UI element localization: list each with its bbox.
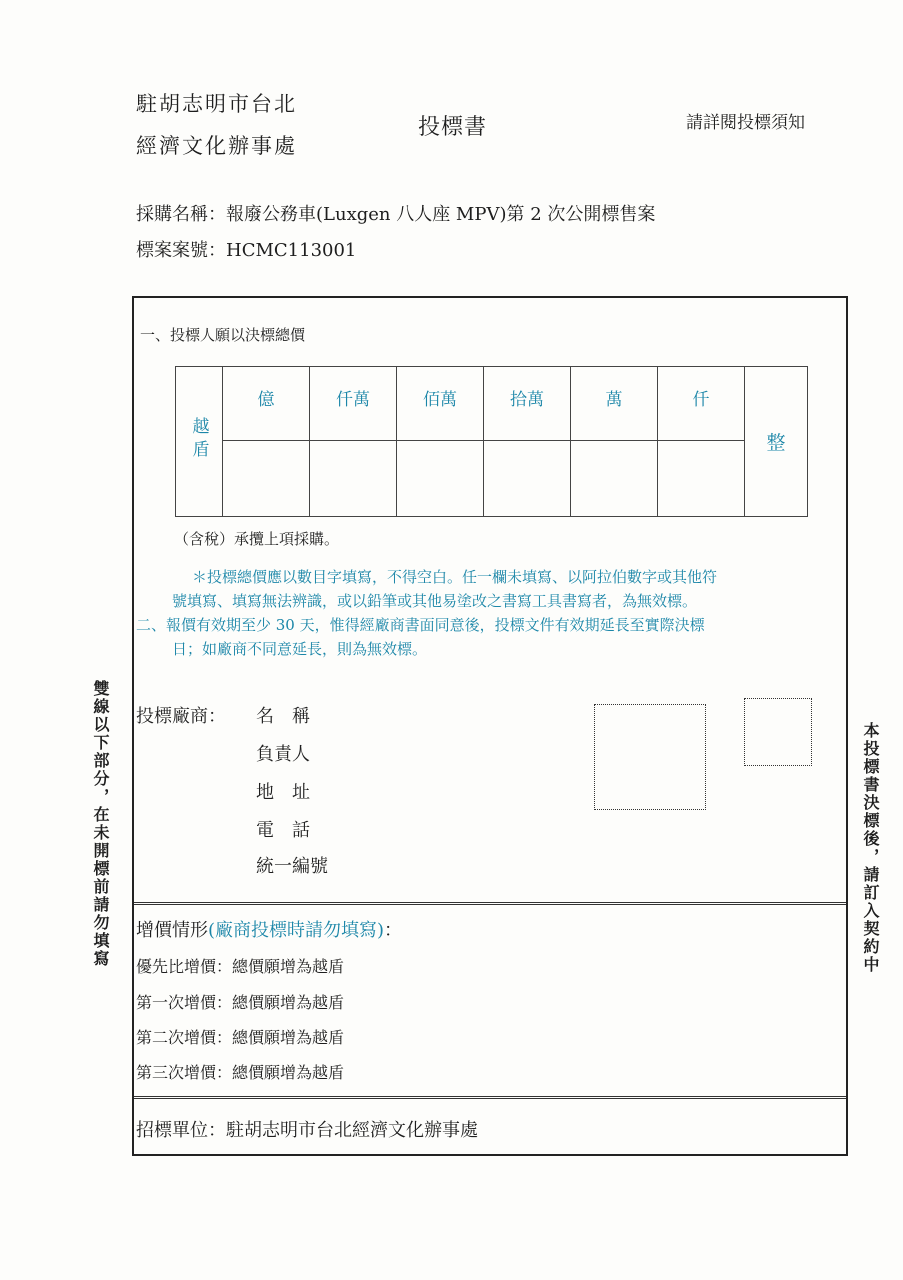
issuer-line-1: 駐胡志明市台北 — [136, 92, 297, 116]
currency-label: 越盾 — [188, 416, 209, 463]
bidder-label: 投標廠商： — [136, 706, 226, 727]
double-divider-line — [134, 902, 846, 905]
unit-shiwan: 拾萬 — [484, 367, 571, 441]
invalid-bid-note-line1: ＊投標總價應以數目字填寫，不得空白。任一欄未填寫、以阿拉伯數字或其他符 — [192, 568, 718, 586]
unit-yi: 億 — [223, 367, 310, 441]
digit-yi-field[interactable] — [223, 441, 310, 517]
procurement-name: 採購名稱：報廢公務車(Luxgen 八人座 MPV)第 2 次公開標售案 — [136, 204, 656, 225]
section2-line2: 日；如廠商不同意延長，則為無效標。 — [172, 640, 428, 658]
footer-divider-line — [134, 1096, 846, 1099]
section2-line1: 二、報價有效期至少 30 天，惟得經廠商書面同意後，投標文件有效期延長至實際決標 — [136, 616, 705, 634]
unit-baiwan: 佰萬 — [397, 367, 484, 441]
bidder-rep-label: 負責人 — [256, 744, 310, 765]
increase-title-text: 增價情形 — [136, 920, 208, 941]
digit-baiwan-field[interactable] — [397, 441, 484, 517]
tax-line: （含稅）承攬上項採購。 — [174, 530, 340, 548]
bidder-address-label: 地 址 — [256, 782, 310, 803]
tendering-agency: 招標單位：駐胡志明市台北經濟文化辦事處 — [136, 1120, 478, 1141]
invalid-bid-note-line2: 號填寫、填寫無法辨識，或以鉛筆或其他易塗改之書寫工具書寫者，為無效標。 — [172, 592, 698, 610]
digit-qian-field[interactable] — [658, 441, 745, 517]
increase-title-note: (廠商投標時請勿填寫) — [208, 920, 385, 941]
digit-shiwan-field[interactable] — [484, 441, 571, 517]
increase-title-colon: ： — [384, 920, 403, 941]
whole-cell: 整 — [745, 367, 808, 517]
doc-title: 投標書 — [418, 115, 488, 140]
left-side-note: 雙線以下部分，在未開標前請勿填寫 — [91, 680, 110, 968]
case-number: 標案案號：HCMC113001 — [136, 240, 357, 261]
representative-seal-box[interactable] — [744, 698, 812, 766]
unit-qian: 仟 — [658, 367, 745, 441]
bidder-tax-id-label: 統一編號 — [256, 856, 328, 877]
digit-wan-field[interactable] — [571, 441, 658, 517]
right-side-note: 本投標書決標後，請訂入契約中 — [861, 722, 880, 974]
notice-text: 請詳閱投標須知 — [686, 113, 805, 133]
digit-qianwan-field[interactable] — [310, 441, 397, 517]
currency-cell — [176, 367, 223, 517]
issuer-line-2: 經濟文化辦事處 — [136, 134, 297, 158]
increase-row-first: 第一次增價：總價願增為越盾 — [136, 993, 345, 1012]
price-table — [175, 366, 808, 517]
company-seal-box[interactable] — [594, 704, 706, 810]
unit-wan: 萬 — [571, 367, 658, 441]
increase-title — [136, 916, 402, 942]
increase-row-priority: 優先比增價：總價願增為越盾 — [136, 957, 345, 976]
section1-heading: 一、投標人願以決標總價 — [140, 326, 306, 344]
bidder-phone-label: 電 話 — [256, 820, 310, 841]
increase-row-second: 第二次增價：總價願增為越盾 — [136, 1028, 345, 1047]
bidder-name-label: 名 稱 — [256, 706, 310, 727]
increase-row-third: 第三次增價：總價願增為越盾 — [136, 1063, 345, 1082]
unit-qianwan: 仟萬 — [310, 367, 397, 441]
bid-form-frame — [132, 296, 848, 1156]
